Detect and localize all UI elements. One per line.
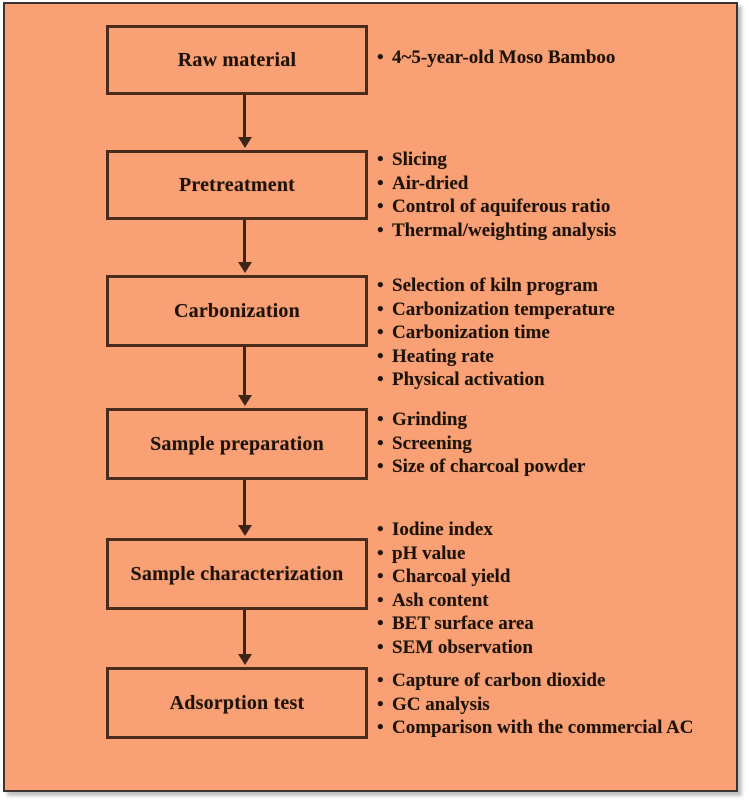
bullet-dot-icon: • bbox=[377, 219, 384, 241]
arrow-head-icon bbox=[238, 137, 252, 148]
bullet-dot-icon: • bbox=[377, 589, 384, 611]
bullet-dot-icon: • bbox=[377, 519, 384, 540]
bullet-dot-icon: • bbox=[377, 369, 384, 390]
bullet-dot-icon: • bbox=[377, 717, 384, 738]
stage-box-sample-preparation bbox=[106, 408, 368, 480]
bullet-text: Charcoal yield bbox=[392, 566, 511, 587]
list-item bbox=[377, 195, 616, 219]
connector-characterization-to-adsorption bbox=[243, 610, 246, 656]
stage-box-adsorption-test bbox=[106, 667, 368, 739]
list-item bbox=[377, 321, 615, 345]
bullet-list-sample-preparation bbox=[377, 408, 585, 479]
bullet-list-carbonization bbox=[377, 274, 615, 392]
stage-label: Raw material bbox=[177, 48, 297, 71]
list-item bbox=[377, 518, 534, 542]
list-item bbox=[377, 432, 585, 456]
bullet-text: Selection of kiln program bbox=[392, 275, 599, 296]
stage-box-raw-material bbox=[106, 25, 368, 95]
bullet-dot-icon: • bbox=[377, 275, 384, 296]
bullet-text: Control of aquiferous ratio bbox=[392, 196, 611, 217]
list-item bbox=[377, 636, 534, 660]
list-item bbox=[377, 219, 616, 243]
stage-label: Carbonization bbox=[174, 299, 300, 322]
list-item bbox=[377, 565, 534, 589]
list-item bbox=[377, 148, 616, 172]
stage-box-pretreatment bbox=[106, 150, 368, 220]
bullet-text: Thermal/weighting analysis bbox=[392, 219, 617, 241]
bullet-text: Carbonization time bbox=[392, 322, 550, 343]
bullet-list-sample-characterization bbox=[377, 518, 534, 659]
bullet-dot-icon: • bbox=[377, 566, 384, 587]
bullet-text: Slicing bbox=[392, 149, 447, 170]
list-item bbox=[377, 542, 534, 566]
bullet-dot-icon: • bbox=[377, 322, 384, 343]
bullet-list-adsorption-test bbox=[377, 669, 694, 740]
stage-label: Sample preparation bbox=[150, 432, 324, 455]
bullet-dot-icon: • bbox=[377, 693, 384, 715]
bullet-dot-icon: • bbox=[377, 149, 384, 170]
list-item bbox=[377, 368, 615, 392]
bullet-text: pH value bbox=[392, 542, 466, 564]
bullet-dot-icon: • bbox=[377, 456, 384, 477]
stage-label: Adsorption test bbox=[169, 691, 305, 714]
bullet-text: 4~5-year-old Moso Bamboo bbox=[392, 47, 616, 68]
bullet-list-pretreatment bbox=[377, 148, 616, 242]
bullet-dot-icon: • bbox=[377, 47, 384, 68]
bullet-text: Air-dried bbox=[392, 172, 469, 194]
bullet-text: Capture of carbon dioxide bbox=[392, 670, 606, 691]
bullet-text: Heating rate bbox=[392, 345, 494, 367]
bullet-text: Physical activation bbox=[392, 369, 545, 390]
bullet-dot-icon: • bbox=[377, 636, 384, 658]
bullet-dot-icon: • bbox=[377, 432, 384, 454]
connector-sample-preparation-to-characterization bbox=[243, 480, 246, 527]
stage-box-carbonization bbox=[106, 275, 368, 347]
list-item bbox=[377, 172, 616, 196]
list-item bbox=[377, 46, 615, 70]
connector-carbonization-to-sample-preparation bbox=[243, 347, 246, 397]
bullet-dot-icon: • bbox=[377, 196, 384, 217]
arrow-head-icon bbox=[238, 654, 252, 665]
arrow-head-icon bbox=[238, 395, 252, 406]
bullet-dot-icon: • bbox=[377, 670, 384, 691]
bullet-text: Comparison with the commercial AC bbox=[392, 717, 694, 738]
list-item bbox=[377, 589, 534, 613]
stage-box-sample-characterization bbox=[106, 538, 368, 610]
bullet-text: Ash content bbox=[392, 589, 489, 611]
arrow-head-icon bbox=[238, 525, 252, 536]
list-item bbox=[377, 455, 585, 479]
stage-label: Pretreatment bbox=[178, 173, 296, 196]
list-item bbox=[377, 612, 534, 636]
bullet-text: SEM observation bbox=[392, 636, 533, 658]
stage-label: Sample characterization bbox=[130, 562, 344, 585]
bullet-text: GC analysis bbox=[392, 693, 490, 715]
bullet-dot-icon: • bbox=[377, 542, 384, 564]
list-item bbox=[377, 298, 615, 322]
connector-pretreatment-to-carbonization bbox=[243, 220, 246, 264]
bullet-dot-icon: • bbox=[377, 409, 384, 430]
list-item bbox=[377, 716, 694, 740]
list-item bbox=[377, 408, 585, 432]
arrow-head-icon bbox=[238, 262, 252, 273]
list-item bbox=[377, 274, 615, 298]
bullet-text: Carbonization temperature bbox=[392, 298, 615, 320]
flowchart-canvas bbox=[3, 2, 738, 792]
bullet-text: Screening bbox=[392, 432, 472, 454]
bullet-list-raw-material bbox=[377, 46, 615, 70]
bullet-text: Iodine index bbox=[392, 519, 493, 540]
bullet-dot-icon: • bbox=[377, 345, 384, 367]
bullet-dot-icon: • bbox=[377, 613, 384, 634]
bullet-dot-icon: • bbox=[377, 298, 384, 320]
bullet-text: Grinding bbox=[392, 409, 467, 430]
bullet-text: BET surface area bbox=[392, 613, 534, 634]
list-item bbox=[377, 693, 694, 717]
list-item bbox=[377, 669, 694, 693]
connector-raw-to-pretreatment bbox=[243, 95, 246, 139]
list-item bbox=[377, 345, 615, 369]
bullet-dot-icon: • bbox=[377, 172, 384, 194]
bullet-text: Size of charcoal powder bbox=[392, 456, 586, 477]
